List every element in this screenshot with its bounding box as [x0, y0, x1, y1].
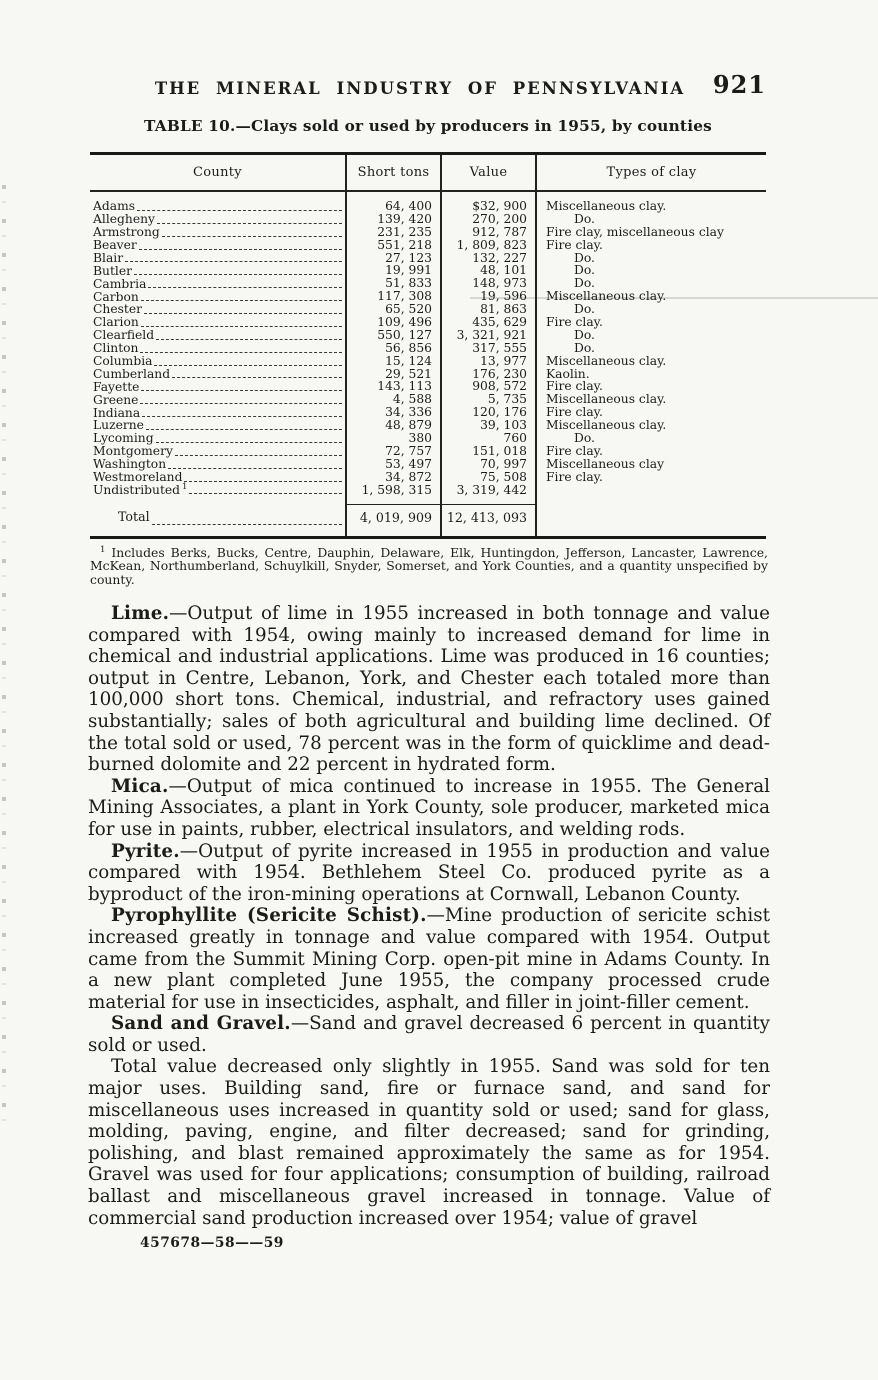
table-cell-types: Do. — [574, 327, 595, 342]
table-cell-value: 270, 200 — [442, 213, 537, 226]
dotted-leader — [172, 374, 342, 378]
running-head — [88, 79, 752, 98]
dotted-leader — [148, 284, 342, 288]
table-cell-types: Miscellaneous clay. — [546, 418, 667, 433]
table-cell-types: Miscellaneous clay — [546, 456, 665, 471]
table-cell-short-tons: 65, 520 — [347, 303, 442, 316]
table-cell-value: 70, 997 — [442, 458, 537, 471]
table-cell-short-tons: 15, 124 — [347, 355, 442, 368]
table-cell-value: 760 — [442, 432, 537, 445]
dotted-leader — [137, 207, 342, 211]
table-cell-types: Miscellaneous clay. — [546, 392, 667, 407]
total-label: Total — [118, 509, 150, 525]
table-row-county — [90, 368, 347, 381]
paragraph: Pyrite.—Output of pyrite increased in 1955 in production and value compared with 1954. Bethlehem Steel Co. produced pyrite as a byproduct of the iron-mining operations at Cornwall, Lebanon County. — [88, 840, 770, 905]
dotted-leader — [139, 246, 342, 250]
table-cell-short-tons: 27, 123 — [347, 252, 442, 265]
table-cell-types: Do. — [574, 263, 595, 278]
table-cell-value: 19, 596 — [442, 290, 537, 303]
table-padding — [90, 527, 347, 536]
table-spacer — [537, 496, 766, 504]
county-name: Carbon — [93, 289, 139, 304]
table-cell-types: Do. — [574, 250, 595, 265]
table-cell-value: 5, 735 — [442, 393, 537, 406]
table-row-county — [90, 380, 347, 393]
county-name: Westmoreland — [93, 470, 183, 484]
county-name: Butler — [93, 263, 132, 278]
column-header: Short tons — [347, 155, 442, 192]
table-cell-short-tons: 34, 872 — [347, 471, 442, 484]
footnote-reference: 1 — [182, 481, 188, 492]
table-cell-types: Kaolin. — [546, 366, 590, 381]
table-cell-value: 13, 977 — [442, 355, 537, 368]
county-name: Indiana — [93, 405, 141, 420]
table-cell-value: 39, 103 — [442, 419, 537, 432]
clays-table — [90, 152, 766, 539]
table-row-county — [90, 406, 347, 419]
table-cell-types: Do. — [574, 276, 595, 291]
table-cell-short-tons: 139, 420 — [347, 213, 442, 226]
dotted-leader — [189, 490, 342, 494]
table-cell-short-tons: 231, 235 — [347, 226, 442, 239]
table-cell-value: 120, 176 — [442, 406, 537, 419]
county-name: Fayette — [93, 379, 140, 394]
table-row-county — [90, 329, 347, 342]
paragraph-lead: Pyrite. — [111, 840, 180, 862]
dotted-leader — [157, 220, 342, 224]
table-cell-value: 81, 863 — [442, 303, 537, 316]
paragraph: Sand and Gravel.—Sand and gravel decreased 6 percent in quantity sold or used. — [88, 1013, 770, 1056]
table-row-county — [90, 458, 347, 471]
table-cell-value: 908, 572 — [442, 380, 537, 393]
paragraph-lead: Lime. — [111, 603, 170, 624]
printer-signature: 457678—58——59 — [140, 1235, 284, 1251]
table-cell-types: Fire clay. — [546, 237, 603, 252]
county-name: Clarion — [93, 315, 139, 330]
table-cell-types: Fire clay. — [546, 379, 603, 394]
table-spacer — [90, 496, 347, 504]
table-row-county — [90, 445, 347, 458]
scan-edge-artifacts — [2, 185, 6, 1135]
county-name: Greene — [93, 392, 139, 407]
table-cell-types: Do. — [574, 302, 595, 317]
table-row-county — [90, 355, 347, 368]
county-name: Columbia — [93, 353, 153, 368]
table-cell-types: Do. — [574, 211, 595, 226]
table-cell-short-tons: 1, 598, 315 — [347, 484, 442, 497]
table-cell-short-tons: 143, 113 — [347, 380, 442, 393]
table-cell-short-tons: 48, 879 — [347, 419, 442, 432]
table-row-county — [90, 481, 347, 497]
table-cell-short-tons: 29, 521 — [347, 368, 442, 381]
county-name: Armstrong — [93, 225, 160, 240]
table-cell-short-tons: 64, 400 — [347, 200, 442, 213]
table-cell-types: Fire clay. — [546, 315, 603, 330]
table-row-county — [90, 213, 347, 226]
table-cell-short-tons: 380 — [347, 432, 442, 445]
table-cell-short-tons: 109, 496 — [347, 316, 442, 329]
footnote-text: Includes Berks, Bucks, Centre, Dauphin, Delaware, Elk, Huntingdon, Jefferson, Lancaster, Lawrence, McKean, Northumberland, Schuylkill, Snyder, Somerset, and York Counties, and a quantity unspecified by county. — [90, 545, 768, 587]
table-cell-types: Fire clay. — [546, 405, 603, 420]
table-row-county — [90, 226, 347, 239]
county-name: Clearfield — [93, 328, 155, 343]
table-cell-short-tons: 72, 757 — [347, 445, 442, 458]
table-cell-short-tons: 56, 856 — [347, 342, 442, 355]
table-row-county — [90, 471, 347, 484]
table-row-county — [90, 393, 347, 406]
county-name: Cambria — [93, 276, 147, 291]
paragraph: Mica.—Output of mica continued to increase in 1955. The General Mining Associates, a plant in York County, sole producer, marketed mica for use in paints, rubber, electrical insulators, and welding rods. — [88, 775, 770, 840]
table-cell-types: Miscellaneous clay. — [546, 353, 667, 368]
paragraph: Total value decreased only slightly in 1955. Sand was sold for ten major uses. Building sand, fire or furnace sand, and sand for miscellaneous uses increased in quantity sold or used; sand for glass, molding, paving, engine, and filter decreased; sand for grinding, polishing, and blast remained approximately the same as for 1954. Gravel was used for four applications; consumption of building, railroad ballast and miscellaneous gravel increased in tonnage. Value of commercial sand production increased over 1954; value of gravel — [88, 1056, 770, 1229]
table-cell-value: 1, 809, 823 — [442, 239, 537, 252]
table-row-county — [90, 316, 347, 329]
table-cell-types: Miscellaneous clay. — [546, 289, 667, 304]
table-cell-value: 3, 321, 921 — [442, 329, 537, 342]
county-name: Adams — [93, 199, 136, 214]
county-name: Lycoming — [93, 431, 154, 446]
table-cell-value: 151, 018 — [442, 445, 537, 458]
table-row-county — [90, 252, 347, 265]
table-cell-value: 176, 230 — [442, 368, 537, 381]
table-padding — [347, 527, 442, 536]
dotted-leader — [125, 258, 342, 262]
table-cell-short-tons: 117, 308 — [347, 290, 442, 303]
table-footnote — [90, 546, 768, 586]
table-cell-value: 48, 101 — [442, 264, 537, 277]
table-padding — [442, 527, 537, 536]
table-row-county — [90, 264, 347, 277]
table-cell-value: $32, 900 — [442, 200, 537, 213]
table-cell-types: Fire clay. — [546, 469, 603, 484]
dotted-leader — [162, 233, 342, 237]
dotted-leader — [154, 362, 342, 366]
county-name: Blair — [93, 250, 124, 265]
table-cell-short-tons: 550, 127 — [347, 329, 442, 342]
total-types-empty — [537, 504, 766, 527]
total-value: 12, 413, 093 — [442, 504, 537, 527]
column-header: County — [90, 155, 347, 192]
county-name: Montgomery — [93, 444, 173, 459]
table-cell-types: Do. — [574, 340, 595, 355]
table-cell-value: 435, 629 — [442, 316, 537, 329]
table-row-county — [90, 277, 347, 290]
dotted-leader — [142, 413, 342, 417]
page-title: THE MINERAL INDUSTRY OF PENNSYLVANIA — [154, 79, 686, 98]
paragraph-lead: Sand and Gravel. — [111, 1013, 291, 1035]
dotted-leader — [168, 465, 342, 469]
dotted-leader — [141, 323, 342, 327]
table-cell-types — [537, 484, 766, 497]
table-cell-short-tons: 34, 336 — [347, 406, 442, 419]
table-cell-value: 317, 555 — [442, 342, 537, 355]
paragraph: Lime.—Output of lime in 1955 increased in both tonnage and value compared with 1954, owing mainly to increased demand for lime in chemical and industrial applications. Lime was produced in 16 counties; output in Centre, Lebanon, York, and Chester each totaled more than 100,000 short tons. Chemical, industrial, and refractory uses gained substantially; sales of both agricultural and building lime declined. Of the total sold or used, 78 percent was in the form of quicklime and dead-burned dolomite and 22 percent in hydrated form. — [88, 603, 770, 776]
dotted-leader — [141, 297, 342, 301]
table-cell-short-tons: 4, 588 — [347, 393, 442, 406]
table-cell-short-tons: 53, 497 — [347, 458, 442, 471]
dotted-leader — [175, 452, 342, 456]
table-row-county — [90, 342, 347, 355]
table-title: TABLE 10.—Clays sold or used by producers in 1955, by counties — [144, 117, 712, 135]
dotted-leader — [156, 439, 342, 443]
table-row-county — [90, 239, 347, 252]
county-name: Luzerne — [93, 418, 144, 433]
dotted-leader — [152, 521, 342, 525]
table-row-county — [90, 290, 347, 303]
total-short-tons: 4, 019, 909 — [347, 504, 442, 527]
column-header: Value — [442, 155, 537, 192]
table-spacer — [347, 496, 442, 504]
table-row-county — [90, 303, 347, 316]
body-text — [88, 603, 770, 1229]
table-row-county — [90, 419, 347, 432]
footnote-marker: 1 — [100, 544, 106, 555]
table-cell-types: Fire clay, miscellaneous clay — [546, 224, 724, 239]
county-name: Clinton — [93, 341, 139, 356]
table-cell-types: Do. — [574, 431, 595, 446]
table-cell-types: Miscellaneous clay. — [546, 199, 667, 213]
table-padding — [537, 527, 766, 536]
table-cell-value: 148, 973 — [442, 277, 537, 290]
table-cell-types: Fire clay. — [546, 443, 603, 458]
page-number: 921 — [712, 70, 766, 99]
county-name: Washington — [93, 457, 167, 472]
column-header: Types of clay — [537, 155, 766, 192]
table-cell-value: 3, 319, 442 — [442, 484, 537, 497]
dotted-leader — [141, 387, 342, 391]
dotted-leader — [140, 349, 342, 353]
dotted-leader — [140, 400, 342, 404]
dotted-leader — [156, 336, 342, 340]
dotted-leader — [184, 478, 342, 482]
table-spacer — [442, 496, 537, 504]
dotted-leader — [134, 271, 342, 275]
table-cell-value: 132, 227 — [442, 252, 537, 265]
paragraph-lead: Mica. — [111, 775, 169, 797]
table-cell-short-tons: 551, 218 — [347, 239, 442, 252]
table-row-county — [90, 432, 347, 445]
dotted-leader — [146, 426, 342, 430]
table-cell-short-tons: 51, 833 — [347, 277, 442, 290]
total-row-label — [90, 504, 347, 527]
paragraph-lead: Pyrophyllite (Sericite Schist). — [111, 905, 427, 927]
county-name: Undistributed $^1$ — [93, 481, 188, 497]
paragraph: Pyrophyllite (Sericite Schist).—Mine production of sericite schist increased greatly in tonnage and value compared with 1954. Output came from the Summit Mining Corp. open-pit mine in Adams County. In a new plant completed June 1955, the company processed crude material for use in insecticides, asphalt, and filler in joint-filler cement. — [88, 905, 770, 1013]
dotted-leader — [144, 310, 342, 314]
table-cell-value: 912, 787 — [442, 226, 537, 239]
county-name: Cumberland — [93, 366, 171, 381]
county-name: Allegheny — [93, 212, 155, 227]
table-row-county — [90, 200, 347, 213]
county-name: Beaver — [93, 237, 137, 252]
county-name: Chester — [93, 302, 143, 317]
table-cell-value: 75, 508 — [442, 471, 537, 484]
table-cell-short-tons: 19, 991 — [347, 264, 442, 277]
